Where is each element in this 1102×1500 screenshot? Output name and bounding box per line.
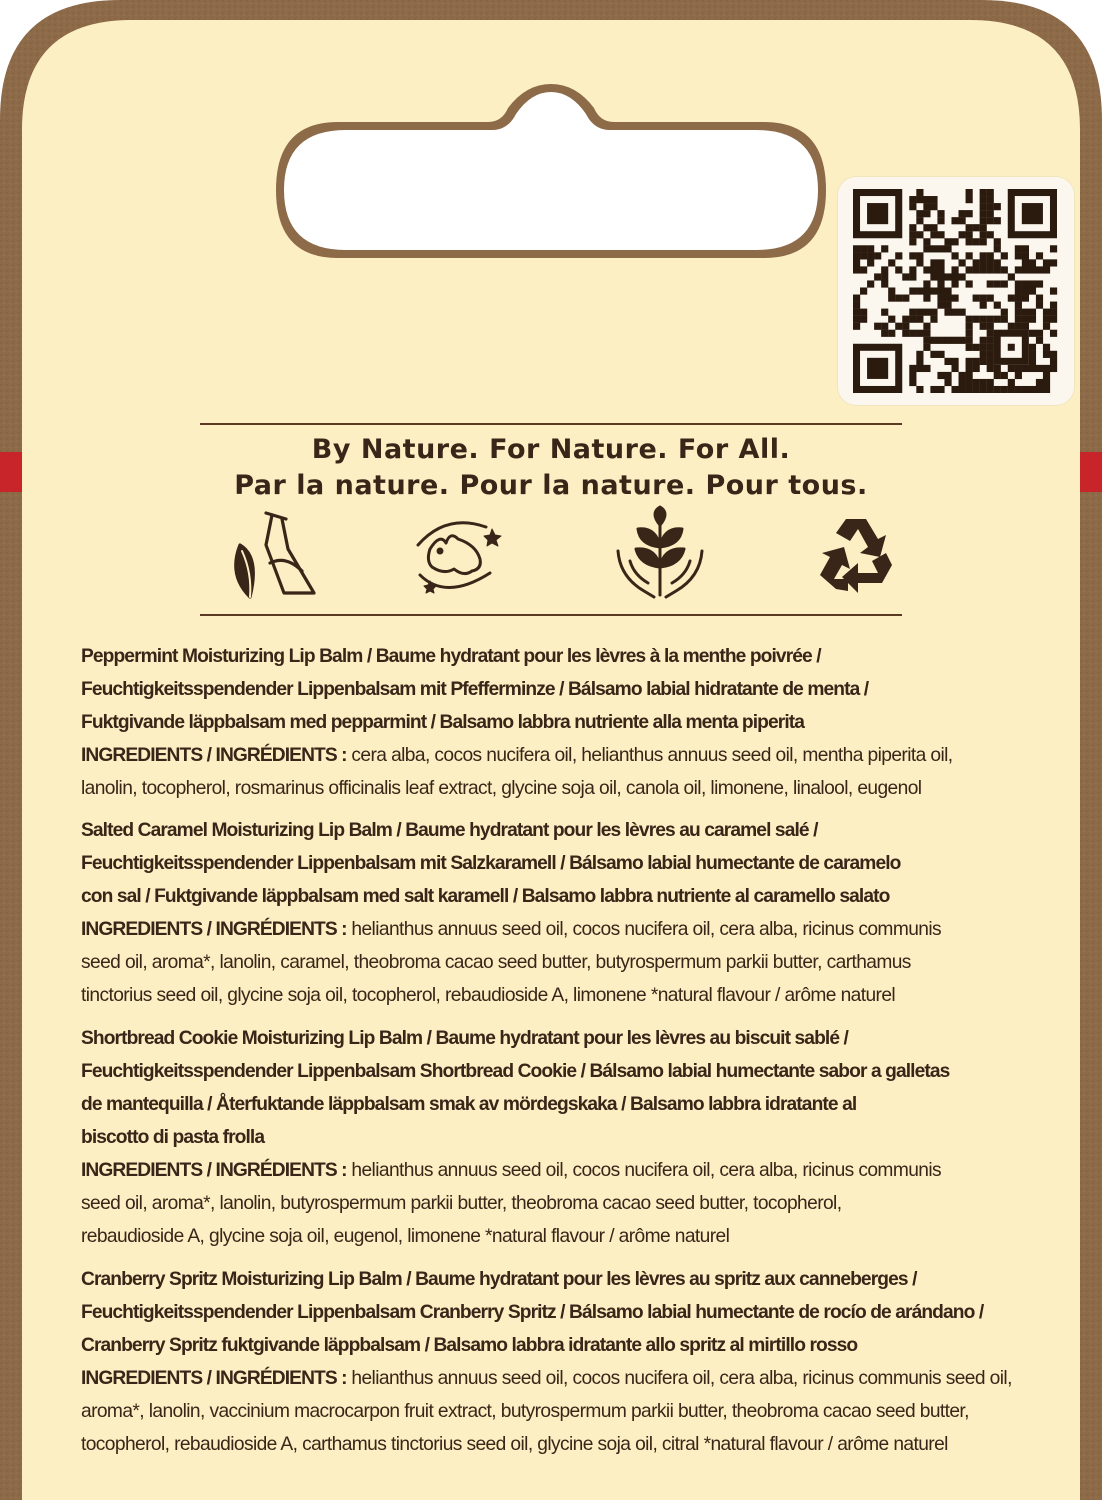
product-title-line: Fuktgivande läppbalsam med pepparmint / Balsamo labbra nutriente alla menta piperita <box>81 712 805 733</box>
product-title-line: Feuchtigkeitsspendender Lippenbalsam mit Salzkaramell / Bálsamo labial humectante de caramelo <box>81 853 901 874</box>
ingredients-text: seed oil, aroma*, lanolin, caramel, theobroma cacao seed butter, butyrospermum parkii butter, carthamus <box>81 952 911 973</box>
ingredients-text: rebaudioside A, glycine soja oil, eugenol, limonene *natural flavour / arôme naturel <box>81 1226 730 1247</box>
product-title-line: Feuchtigkeitsspendender Lippenbalsam Cranberry Spritz / Bálsamo labial humectante de rocío de arándano / <box>81 1302 984 1323</box>
product-title-line: Shortbread Cookie Moisturizing Lip Balm / Baume hydratant pour les lèvres au biscuit sablé / <box>81 1028 848 1049</box>
natural-ingredients-flask-leaf-icon <box>222 505 322 605</box>
ingredients-text: cera alba, cocos nucifera oil, helianthus annuus seed oil, mentha piperita oil, <box>351 745 953 766</box>
ingredients-label: INGREDIENTS / INGRÉDIENTS : <box>81 919 347 940</box>
product-shortbread-cookie <box>81 1022 1041 1253</box>
product-title-line: biscotto di pasta frolla <box>81 1127 265 1148</box>
ingredients-text: aroma*, lanolin, vaccinium macrocarpon fruit extract, butyrospermum parkii butter, theobroma cacao seed butter, <box>81 1401 969 1422</box>
qr-code-panel <box>838 177 1074 405</box>
recycle-icon <box>806 505 906 605</box>
ingredients-text: helianthus annuus seed oil, cocos nucifera oil, cera alba, ricinus communis seed oil, <box>351 1368 1012 1389</box>
product-title-line: Feuchtigkeitsspendender Lippenbalsam Shortbread Cookie / Bálsamo labial humectante sabor a galletas <box>81 1061 950 1082</box>
ingredients-label: INGREDIENTS / INGRÉDIENTS : <box>81 1368 347 1389</box>
product-salted-caramel <box>81 814 1041 1012</box>
qr-code-icon <box>852 189 1058 393</box>
product-title-line: de mantequilla / Återfuktande läppbalsam smak av mördegskaka / Balsamo labbra idratante al <box>81 1094 857 1115</box>
product-title-line: Cranberry Spritz fuktgivande läppbalsam / Balsamo labbra idratante allo spritz al mirtillo rosso <box>81 1335 858 1356</box>
ingredients-text: helianthus annuus seed oil, cocos nucifera oil, cera alba, ricinus communis <box>351 1160 941 1181</box>
product-title-line: Salted Caramel Moisturizing Lip Balm / Baume hydratant pour les lèvres au caramel salé / <box>81 820 818 841</box>
ingredients-text: tocopherol, rebaudioside A, carthamus tinctorius seed oil, glycine soja oil, citral *natural flavour / arôme naturel <box>81 1434 948 1455</box>
product-title-line: con sal / Fuktgivande läppbalsam med salt karamell / Balsamo labbra nutriente al caramello salato <box>81 886 890 907</box>
bottom-divider <box>200 614 902 616</box>
slogan-english: By Nature. For Nature. For All. <box>311 434 791 465</box>
ingredients-text: lanolin, tocopherol, rosmarinus officinalis leaf extract, glycine soja oil, canola oil, limonene, linalool, eugenol <box>81 778 922 799</box>
product-peppermint <box>81 640 1041 805</box>
ingredients-text: tinctorius seed oil, glycine soja oil, tocopherol, rebaudioside A, limonene *natural flavour / arôme naturel <box>81 985 896 1006</box>
ingredients-text: seed oil, aroma*, lanolin, butyrospermum parkii butter, theobroma cacao seed butter, tocopherol, <box>81 1193 842 1214</box>
cruelty-free-rabbit-icon <box>406 505 506 605</box>
product-cranberry-spritz <box>81 1263 1041 1461</box>
product-title-line: Peppermint Moisturizing Lip Balm / Baume hydratant pour les lèvres à la menthe poivrée / <box>81 646 821 667</box>
top-divider <box>200 423 902 425</box>
hands-plant-icon <box>610 505 710 605</box>
ingredients-label: INGREDIENTS / INGRÉDIENTS : <box>81 1160 347 1181</box>
ingredients-label: INGREDIENTS / INGRÉDIENTS : <box>81 745 347 766</box>
ingredients-text: helianthus annuus seed oil, cocos nucifera oil, cera alba, ricinus communis <box>351 919 941 940</box>
product-title-line: Feuchtigkeitsspendender Lippenbalsam mit Pfefferminze / Bálsamo labial hidratante de menta / <box>81 679 869 700</box>
product-title-line: Cranberry Spritz Moisturizing Lip Balm / Baume hydratant pour les lèvres au spritz aux canneberges / <box>81 1269 917 1290</box>
slogan-french: Par la nature. Pour la nature. Pour tous. <box>234 470 868 501</box>
